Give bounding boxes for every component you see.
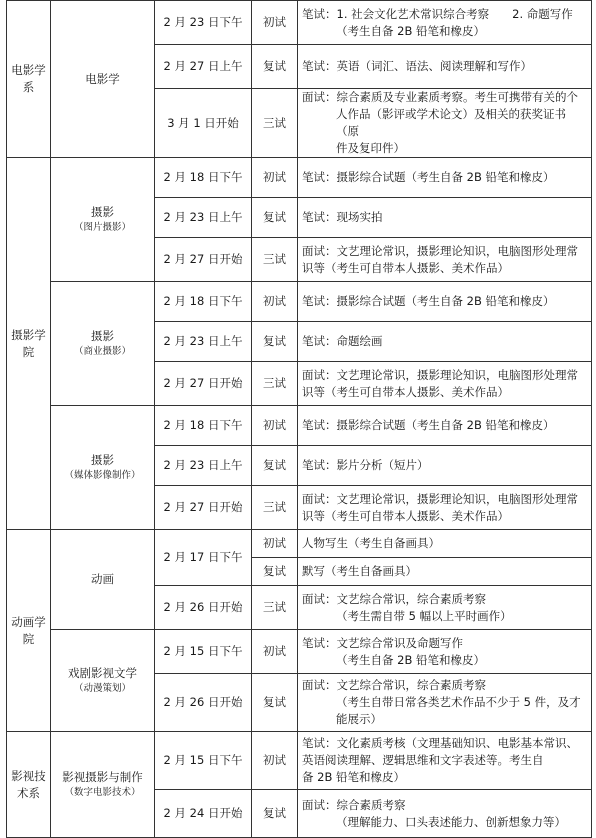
content-cell: 面试：文艺理论常识，摄影理论知识，电脑图形处理常 识等（考生可自带本人摄影、美术作品）	[298, 486, 592, 530]
major-cell: 摄影 （图片摄影）	[51, 158, 155, 282]
date-cell: 2 月 24 日开始	[155, 790, 252, 838]
date-cell: 2 月 27 日开始	[155, 238, 252, 282]
date-cell: 3 月 1 日开始	[155, 89, 252, 158]
content-cell: 默写（考生自备画具）	[298, 558, 592, 586]
content-cell: 面试：文艺理论常识，摄影理论知识，电脑图形处理常 识等（考生可自带本人摄影、美术作品）	[298, 238, 592, 282]
major-cell: 戏剧影视文学 （动漫策划）	[51, 630, 155, 732]
major-cell: 摄影 （媒体影像制作）	[51, 406, 155, 530]
date-cell: 2 月 18 日下午	[155, 282, 252, 322]
content-cell: 笔试：影片分析（短片）	[298, 446, 592, 486]
date-cell: 2 月 23 日上午	[155, 446, 252, 486]
dept-cell: 摄影学院	[7, 158, 51, 530]
round-cell: 初试	[252, 732, 298, 790]
date-cell: 2 月 23 日下午	[155, 1, 252, 45]
date-cell: 2 月 27 日上午	[155, 45, 252, 89]
date-cell: 2 月 18 日下午	[155, 158, 252, 198]
round-cell: 初试	[252, 158, 298, 198]
round-cell: 三试	[252, 586, 298, 630]
table-row	[7, 732, 592, 790]
round-cell: 初试	[252, 630, 298, 674]
round-cell: 初试	[252, 282, 298, 322]
table-row	[7, 1, 592, 45]
content-cell: 笔试：摄影综合试题（考生自备 2B 铅笔和橡皮）	[298, 282, 592, 322]
major-cell: 动画	[51, 530, 155, 630]
content-cell: 面试：文艺理论常识，摄影理论知识，电脑图形处理常 识等（考生可自带本人摄影、美术作品）	[298, 362, 592, 406]
content-cell: 笔试：文化素质考核（文理基础知识、电影基本常识、 英语阅读理解、逻辑思维和文字表述等。考生自 备 2B 铅笔和橡皮）	[298, 732, 592, 790]
major-cell: 影视摄影与制作 （数字电影技术）	[51, 732, 155, 838]
table-row	[7, 406, 592, 446]
content-cell: 笔试：摄影综合试题（考生自备 2B 铅笔和橡皮）	[298, 158, 592, 198]
round-cell: 三试	[252, 238, 298, 282]
round-cell: 复试	[252, 45, 298, 89]
date-cell: 2 月 17 日下午	[155, 530, 252, 586]
date-cell: 2 月 26 日开始	[155, 674, 252, 732]
dept-cell: 动画学院	[7, 530, 51, 732]
round-cell: 复试	[252, 674, 298, 732]
date-cell: 2 月 18 日下午	[155, 406, 252, 446]
round-cell: 三试	[252, 89, 298, 158]
major-cell: 电影学	[51, 1, 155, 158]
content-cell: 面试：文艺综合常识，综合素质考察 （考生自带日常各类艺术作品不少于 5 件，及才 能展示）	[298, 674, 592, 732]
table-row	[7, 630, 592, 674]
round-cell: 三试	[252, 362, 298, 406]
major-cell: 摄影 （商业摄影）	[51, 282, 155, 406]
content-cell: 面试：文艺综合常识，综合素质考察 （考生需自带 5 幅以上平时画作）	[298, 586, 592, 630]
content-cell: 面试：综合素质及专业素质考察。考生可携带有关的个 人作品（影评或学术论文）及相关的获奖证书（原 件及复印件）	[298, 89, 592, 158]
round-cell: 复试	[252, 198, 298, 238]
dept-cell: 电影学系	[7, 1, 51, 158]
round-cell: 复试	[252, 558, 298, 586]
content-cell: 笔试：现场实拍	[298, 198, 592, 238]
round-cell: 复试	[252, 446, 298, 486]
content-cell: 面试：综合素质考察 （理解能力、口头表述能力、创新想象力等）	[298, 790, 592, 838]
round-cell: 三试	[252, 486, 298, 530]
table-row	[7, 158, 592, 198]
exam-schedule-table	[6, 0, 592, 838]
date-cell: 2 月 23 日上午	[155, 198, 252, 238]
date-cell: 2 月 26 日开始	[155, 586, 252, 630]
date-cell: 2 月 23 日上午	[155, 322, 252, 362]
date-cell: 2 月 27 日开始	[155, 362, 252, 406]
round-cell: 复试	[252, 322, 298, 362]
date-cell: 2 月 15 日下午	[155, 732, 252, 790]
content-cell: 人物写生（考生自备画具）	[298, 530, 592, 558]
content-cell: 笔试：摄影综合试题（考生自备 2B 铅笔和橡皮）	[298, 406, 592, 446]
date-cell: 2 月 15 日下午	[155, 630, 252, 674]
round-cell: 复试	[252, 790, 298, 838]
round-cell: 初试	[252, 406, 298, 446]
content-cell: 笔试：命题绘画	[298, 322, 592, 362]
dept-cell: 影视技术系	[7, 732, 51, 838]
round-cell: 初试	[252, 530, 298, 558]
table-row	[7, 530, 592, 558]
content-cell: 笔试：1. 社会文化艺术常识综合考察 2. 命题写作 （考生自备 2B 铅笔和橡皮）	[298, 1, 592, 45]
date-cell: 2 月 27 日开始	[155, 486, 252, 530]
table-row	[7, 282, 592, 322]
content-cell: 笔试：文艺综合常识及命题写作 （考生自备 2B 铅笔和橡皮）	[298, 630, 592, 674]
content-cell: 笔试：英语（词汇、语法、阅读理解和写作）	[298, 45, 592, 89]
round-cell: 初试	[252, 1, 298, 45]
